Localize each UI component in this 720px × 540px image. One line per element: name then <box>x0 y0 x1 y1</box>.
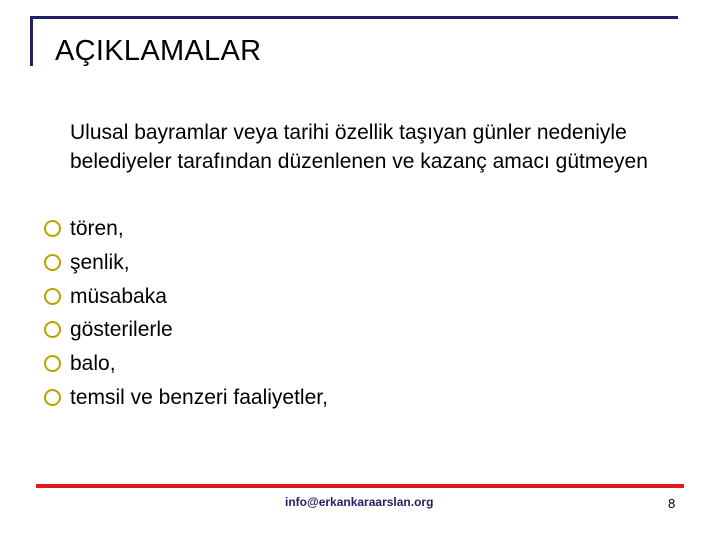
footer-email: info@erkankaraarslan.org <box>285 495 434 509</box>
list-item <box>44 349 328 383</box>
list-item <box>44 282 328 316</box>
circle-bullet-icon <box>44 321 61 338</box>
intro-paragraph: Ulusal bayramlar veya tarihi özellik taşıyan günler nedeniyle belediyeler tarafından düzenlenen ve kazanç amacı gütmeyen <box>70 121 648 173</box>
list-item <box>44 315 328 349</box>
list-item-text: şenlik, <box>70 250 130 274</box>
footer-divider <box>36 484 684 488</box>
title-frame-top-line <box>30 16 678 19</box>
list-item-text: balo, <box>70 352 116 376</box>
list-item-text: gösterilerle <box>70 318 173 342</box>
list-item-text: tören, <box>70 217 124 240</box>
circle-bullet-icon <box>44 355 61 372</box>
list-item-text: müsabaka <box>70 284 167 308</box>
circle-bullet-icon <box>44 254 61 271</box>
bullet-list <box>44 214 328 417</box>
list-item <box>44 383 328 417</box>
circle-bullet-icon <box>44 389 61 406</box>
circle-bullet-icon <box>44 288 61 305</box>
list-item-text: temsil ve benzeri faaliyetler, <box>70 385 328 409</box>
slide-title: AÇIKLAMALAR <box>55 35 262 67</box>
circle-bullet-icon <box>44 220 61 237</box>
list-item <box>44 214 328 248</box>
list-item <box>44 248 328 282</box>
page-number: 8 <box>668 496 676 511</box>
title-frame-left-line <box>30 16 33 66</box>
